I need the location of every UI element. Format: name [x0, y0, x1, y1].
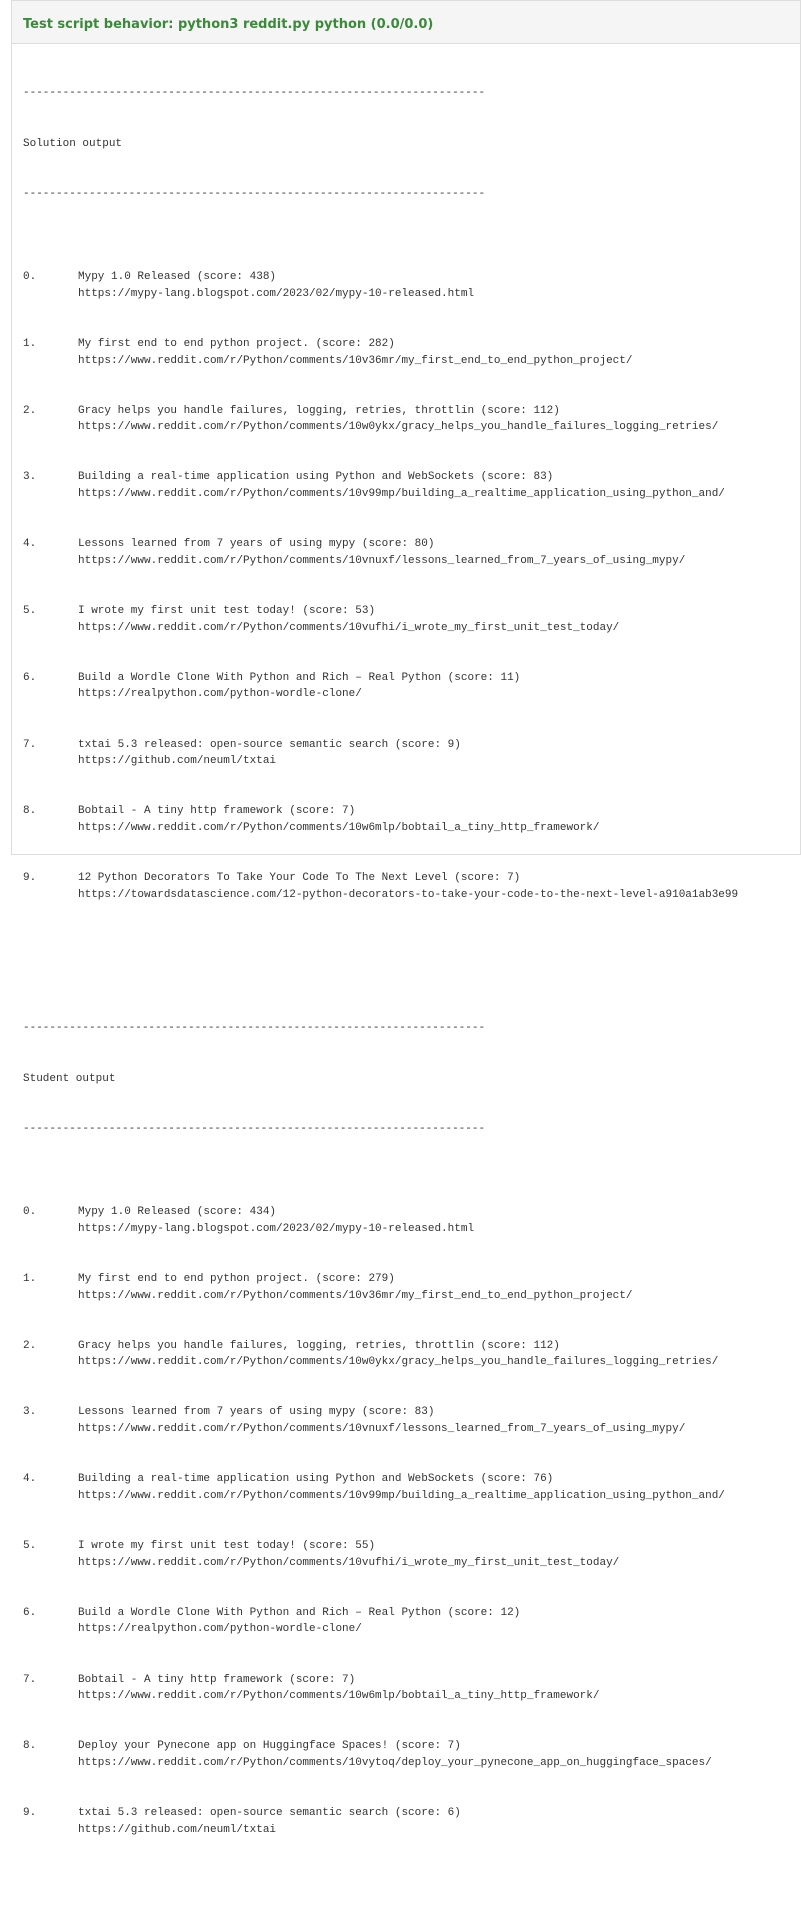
student-entry: [23, 1738, 738, 1771]
solution-entry: [23, 670, 738, 703]
entry-number: 4.: [23, 538, 37, 551]
entry-title: I wrote my first unit test today! (score: 55): [78, 1540, 376, 1552]
entry-title: My first end to end python project. (score: 279): [78, 1272, 395, 1285]
entry-url: https://www.reddit.com/r/Python/comments/10w0ykx/gracy_helps_you_handle_failures_logging_retries/: [78, 421, 719, 434]
entry-url: https://www.reddit.com/r/Python/comments/10w6mlp/bobtail_a_tiny_http_framework/: [78, 1690, 600, 1703]
student-entry: [23, 1338, 738, 1371]
student-entry: [23, 1404, 738, 1437]
entry-title: Build a Wordle Clone With Python and Rich – Real Python (score: 11): [78, 671, 521, 684]
entry-url: https://www.reddit.com/r/Python/comments/10vytoq/deploy_your_pynecone_app_on_huggingface_spaces/: [78, 1757, 712, 1770]
solution-entry: [23, 603, 738, 636]
entry-number: 9.: [23, 872, 37, 885]
entry-title: Build a Wordle Clone With Python and Rich – Real Python (score: 12): [78, 1606, 521, 1619]
entry-number: 7.: [23, 738, 37, 751]
entry-number: 1.: [23, 1272, 37, 1285]
entry-url: https://realpython.com/python-wordle-clone/: [78, 1623, 362, 1636]
entry-title: txtai 5.3 released: open-source semantic search (score: 9): [78, 738, 461, 751]
student-entry: [23, 1271, 738, 1304]
student-list: [23, 1171, 738, 1872]
entry-url: https://www.reddit.com/r/Python/comments/10vufhi/i_wrote_my_first_unit_test_today/: [78, 1556, 620, 1569]
entry-url: https://www.reddit.com/r/Python/comments/10v36mr/my_first_end_to_end_python_project/: [78, 1289, 633, 1302]
entry-url: https://www.reddit.com/r/Python/comments/10v36mr/my_first_end_to_end_python_project/: [78, 354, 633, 367]
solution-entry: [23, 336, 738, 369]
entry-number: 6.: [23, 1606, 37, 1619]
student-entry: [23, 1672, 738, 1705]
output-block: [23, 52, 738, 1905]
entry-title: Building a real-time application using Python and WebSockets (score: 83): [78, 471, 554, 484]
entry-number: 0.: [23, 1206, 37, 1219]
entry-number: 4.: [23, 1473, 37, 1486]
student-entry: [23, 1204, 738, 1237]
separator: ----------------------------------------------------------------------: [23, 1122, 486, 1135]
solution-entry: [23, 870, 738, 903]
entry-number: 3.: [23, 1406, 37, 1419]
entry-title: Gracy helps you handle failures, logging, retries, throttlin (score: 112): [78, 1339, 560, 1352]
entry-number: 5.: [23, 1540, 37, 1552]
test-title: Test script behavior: python3 reddit.py python (0.0/0.0): [23, 17, 434, 32]
entry-number: 7.: [23, 1673, 37, 1686]
entry-number: 8.: [23, 805, 37, 818]
entry-number: 3.: [23, 471, 37, 484]
entry-number: 8.: [23, 1740, 37, 1753]
entry-number: 6.: [23, 671, 37, 684]
panel-header: [12, 0, 800, 44]
separator: ----------------------------------------------------------------------: [23, 187, 486, 200]
solution-entry: [23, 536, 738, 569]
separator: ----------------------------------------------------------------------: [23, 1022, 486, 1035]
entry-url: https://mypy-lang.blogspot.com/2023/02/mypy-10-released.html: [78, 1222, 475, 1235]
entry-url: https://www.reddit.com/r/Python/comments/10vnuxf/lessons_learned_from_7_years_of_using_mypy/: [78, 1423, 686, 1436]
solution-heading: Solution output: [23, 137, 123, 150]
student-entry: [23, 1605, 738, 1638]
student-heading: Student output: [23, 1072, 116, 1085]
entry-url: https://www.reddit.com/r/Python/comments/10vnuxf/lessons_learned_from_7_years_of_using_mypy/: [78, 554, 686, 567]
entry-url: https://mypy-lang.blogspot.com/2023/02/mypy-10-released.html: [78, 287, 475, 300]
entry-title: Deploy your Pynecone app on Huggingface Spaces! (score: 7): [78, 1740, 461, 1753]
entry-url: https://github.com/neuml/txtai: [78, 1823, 277, 1836]
entry-url: https://www.reddit.com/r/Python/comments/10w0ykx/gracy_helps_you_handle_failures_logging_retries/: [78, 1356, 719, 1369]
entry-title: I wrote my first unit test today! (score: 53): [78, 605, 376, 617]
entry-title: My first end to end python project. (score: 282): [78, 337, 395, 350]
entry-number: 0.: [23, 271, 37, 284]
entry-url: https://realpython.com/python-wordle-clone/: [78, 688, 362, 701]
entry-title: Bobtail - A tiny http framework (score: 7): [78, 1673, 356, 1686]
entry-number: 9.: [23, 1807, 37, 1820]
entry-number: 2.: [23, 404, 37, 417]
entry-url: https://www.reddit.com/r/Python/comments/10v99mp/building_a_realtime_application_using_python_and/: [78, 488, 725, 501]
entry-title: Bobtail - A tiny http framework (score: 7): [78, 805, 356, 818]
entry-number: 1.: [23, 337, 37, 350]
entry-title: Building a real-time application using Python and WebSockets (score: 76): [78, 1473, 554, 1486]
entry-title: Lessons learned from 7 years of using mypy (score: 83): [78, 1406, 435, 1419]
separator: ----------------------------------------------------------------------: [23, 87, 486, 100]
solution-entry: [23, 469, 738, 502]
student-entry: [23, 1538, 738, 1571]
solution-entry: [23, 737, 738, 770]
solution-entry: [23, 269, 738, 302]
entry-title: txtai 5.3 released: open-source semantic search (score: 6): [78, 1807, 461, 1820]
entry-title: Gracy helps you handle failures, logging, retries, throttlin (score: 112): [78, 404, 560, 417]
entry-url: https://www.reddit.com/r/Python/comments/10w6mlp/bobtail_a_tiny_http_framework/: [78, 822, 600, 835]
entry-url: https://www.reddit.com/r/Python/comments/10vufhi/i_wrote_my_first_unit_test_today/: [78, 621, 620, 634]
solution-entry: [23, 803, 738, 836]
solution-entry: [23, 403, 738, 436]
test-result-panel: [11, 0, 801, 1836]
entry-title: Mypy 1.0 Released (score: 438): [78, 271, 277, 284]
entry-number: 2.: [23, 1339, 37, 1352]
entry-url: https://github.com/neuml/txtai: [78, 755, 277, 768]
student-entry: [23, 1805, 738, 1838]
student-entry: [23, 1471, 738, 1504]
blank-line: [23, 970, 738, 987]
solution-list: [23, 236, 738, 937]
entry-title: 12 Python Decorators To Take Your Code To The Next Level (score: 7): [78, 872, 521, 885]
entry-title: Mypy 1.0 Released (score: 434): [78, 1206, 277, 1219]
entry-url: https://www.reddit.com/r/Python/comments/10v99mp/building_a_realtime_application_using_python_and/: [78, 1489, 725, 1502]
entry-title: Lessons learned from 7 years of using mypy (score: 80): [78, 538, 435, 551]
entry-number: 5.: [23, 605, 37, 617]
entry-url: https://towardsdatascience.com/12-python-decorators-to-take-your-code-to-the-next-level-a910a1ab3e99: [78, 888, 739, 901]
